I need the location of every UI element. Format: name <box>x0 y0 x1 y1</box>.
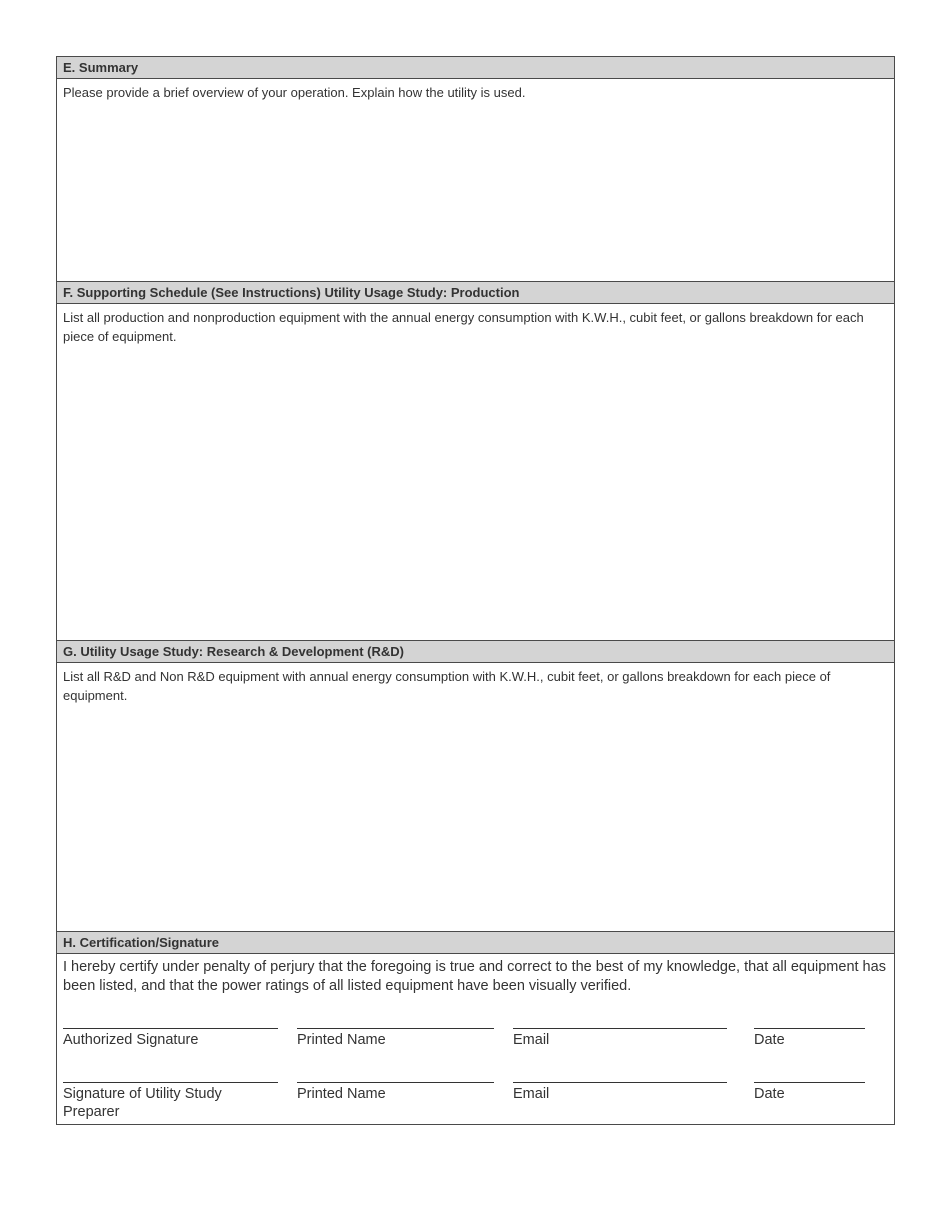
section-g-body <box>57 663 894 931</box>
preparer-signature-block <box>63 1082 278 1121</box>
preparer-date-label: Date <box>754 1086 785 1102</box>
preparer-date-block <box>754 1082 865 1103</box>
section-e-instructions: Please provide a brief overview of your operation. Explain how the utility is used. <box>63 85 526 100</box>
authorized-date-block <box>754 1028 865 1049</box>
section-e-header: E. Summary <box>57 57 894 79</box>
section-g-research-development <box>56 640 895 931</box>
authorized-email-field[interactable] <box>513 1011 731 1029</box>
authorized-printed-name-block <box>297 1028 494 1049</box>
section-e-summary <box>56 56 895 281</box>
preparer-date-field[interactable] <box>754 1065 869 1083</box>
preparer-email-block <box>513 1082 727 1103</box>
preparer-printed-name-block <box>297 1082 494 1103</box>
authorized-date-field[interactable] <box>754 1011 869 1029</box>
authorized-signature-field[interactable] <box>63 1011 282 1029</box>
preparer-signature-label: Signature of Utility Study Preparer <box>63 1086 222 1120</box>
authorized-signature-label: Authorized Signature <box>63 1032 199 1048</box>
authorized-email-label: Email <box>513 1032 550 1048</box>
section-e-body <box>57 79 894 281</box>
authorized-printed-name-field[interactable] <box>297 1011 498 1029</box>
preparer-printed-name-label: Printed Name <box>297 1086 386 1102</box>
authorized-signature-block <box>63 1028 278 1049</box>
preparer-printed-name-field[interactable] <box>297 1065 498 1083</box>
preparer-signature-field[interactable] <box>63 1065 282 1083</box>
utility-study-form <box>56 56 895 1125</box>
production-equipment-textarea[interactable] <box>63 346 888 631</box>
authorized-printed-name-label: Printed Name <box>297 1032 386 1048</box>
authorized-email-block <box>513 1028 727 1049</box>
certification-statement: I hereby certify under penalty of perjury that the foregoing is true and correct to the best of my knowledge, that all equipment has been listed, and that the power ratings of all listed equipment have been visually verified. <box>63 959 886 994</box>
section-g-header: G. Utility Usage Study: Research & Development (R&D) <box>57 641 894 663</box>
rd-equipment-textarea[interactable] <box>63 705 888 925</box>
section-f-production <box>56 281 895 640</box>
signature-row-preparer <box>57 1082 896 1132</box>
authorized-date-label: Date <box>754 1032 785 1048</box>
preparer-email-field[interactable] <box>513 1065 731 1083</box>
section-f-instructions: List all production and nonproduction equipment with the annual energy consumption with K.W.H., cubit feet, or gallons breakdown for each piece of equipment. <box>63 310 864 344</box>
section-f-body <box>57 304 894 640</box>
section-f-header: F. Supporting Schedule (See Instructions) Utility Usage Study: Production <box>57 282 894 304</box>
summary-textarea[interactable] <box>63 102 888 272</box>
section-h-body <box>57 954 894 1124</box>
preparer-email-label: Email <box>513 1086 550 1102</box>
section-h-certification <box>56 931 895 1125</box>
section-h-header: H. Certification/Signature <box>57 932 894 954</box>
section-g-instructions: List all R&D and Non R&D equipment with annual energy consumption with K.W.H., cubit feet, or gallons breakdown for each piece of equipment. <box>63 669 831 703</box>
